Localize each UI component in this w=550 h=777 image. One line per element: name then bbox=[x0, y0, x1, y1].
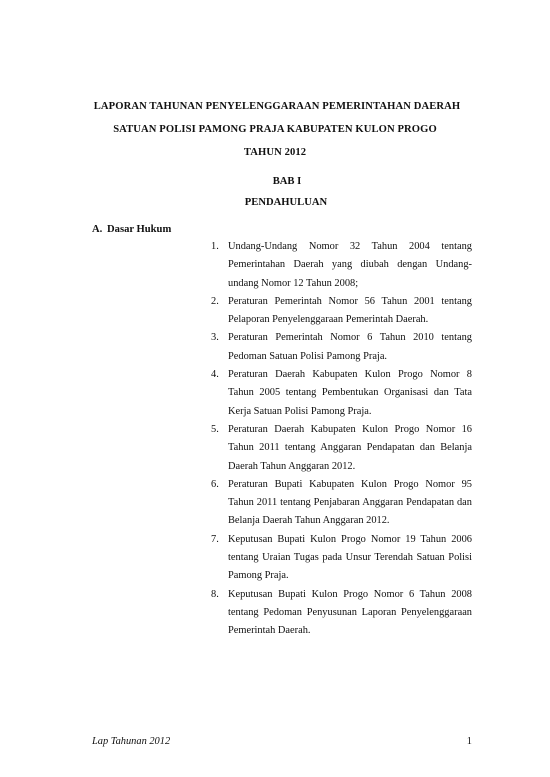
item-number: 6. bbox=[211, 478, 219, 490]
list-item bbox=[211, 366, 472, 421]
chapter-heading bbox=[0, 171, 550, 213]
item-number: 7. bbox=[211, 533, 219, 545]
title-line-3: TAHUN 2012 bbox=[243, 147, 307, 158]
legal-basis-list bbox=[211, 238, 472, 641]
page-footer bbox=[92, 736, 472, 747]
list-item bbox=[211, 421, 472, 476]
item-text: Peraturan Bupati Kabupaten Kulon Progo Nomor 95 Tahun 2011 tentang Penjabaran Anggaran Pendapatan dan Belanja Daerah Tahun Anggaran 2012. bbox=[228, 478, 472, 527]
list-item bbox=[211, 476, 472, 531]
list-item bbox=[211, 329, 472, 366]
item-number: 4. bbox=[211, 369, 219, 381]
title-line-1: LAPORAN TAHUNAN PENYELENGGARAAN PEMERINTAHAN DAERAH bbox=[93, 101, 461, 112]
item-number: 2. bbox=[211, 295, 219, 307]
item-text: Peraturan Pemerintah Nomor 56 Tahun 2001 tentang Pelaporan Penyelenggaraan Pemerintah Daerah. bbox=[228, 295, 472, 326]
title-line-2: SATUAN POLISI PAMONG PRAJA KABUPATEN KULON PROGO bbox=[113, 124, 437, 135]
chapter-name: PENDAHULUAN bbox=[244, 197, 328, 208]
item-number: 8. bbox=[211, 588, 219, 600]
item-text: Peraturan Daerah Kabupaten Kulon Progo Nomor 8 Tahun 2005 tentang Pembentukan Organisasi dan Tata Kerja Satuan Polisi Pamong Praja. bbox=[228, 369, 472, 417]
item-text: Peraturan Pemerintah Nomor 6 Tahun 2010 tentang Pedoman Satuan Polisi Pamong Praja. bbox=[228, 332, 472, 362]
item-text: Peraturan Daerah Kabupaten Kulon Progo Nomor 16 Tahun 2011 tentang Anggaran Pendapatan dan Belanja Daerah Tahun Anggaran 2012. bbox=[228, 423, 472, 472]
list-item bbox=[211, 586, 472, 641]
page-number: 1 bbox=[466, 736, 472, 747]
section-title: Dasar Hukum bbox=[107, 224, 172, 235]
list-item bbox=[211, 293, 472, 330]
list-item bbox=[211, 531, 472, 586]
item-number: 1. bbox=[211, 241, 219, 252]
item-number: 3. bbox=[211, 332, 219, 344]
item-text: Keputusan Bupati Kulon Progo Nomor 6 Tahun 2008 tentang Pedoman Penyusunan Laporan Penyelenggaraan Pemerintah Daerah. bbox=[228, 588, 472, 637]
chapter-number: BAB I bbox=[272, 176, 302, 187]
list-item bbox=[211, 238, 472, 293]
item-text: Undang-Undang Nomor 32 Tahun 2004 tentang Pemerintahan Daerah yang diubah dengan Undang-undang Nomor 12 Tahun 2008; bbox=[228, 241, 472, 289]
report-title bbox=[0, 95, 550, 164]
item-number: 5. bbox=[211, 423, 219, 435]
section-heading bbox=[92, 224, 171, 235]
section-letter: A. bbox=[92, 224, 103, 235]
footer-label: Lap Tahunan 2012 bbox=[92, 736, 171, 747]
item-text: Keputusan Bupati Kulon Progo Nomor 19 Tahun 2006 tentang Uraian Tugas pada Unsur Terendah Satuan Polisi Pamong Praja. bbox=[228, 533, 472, 582]
